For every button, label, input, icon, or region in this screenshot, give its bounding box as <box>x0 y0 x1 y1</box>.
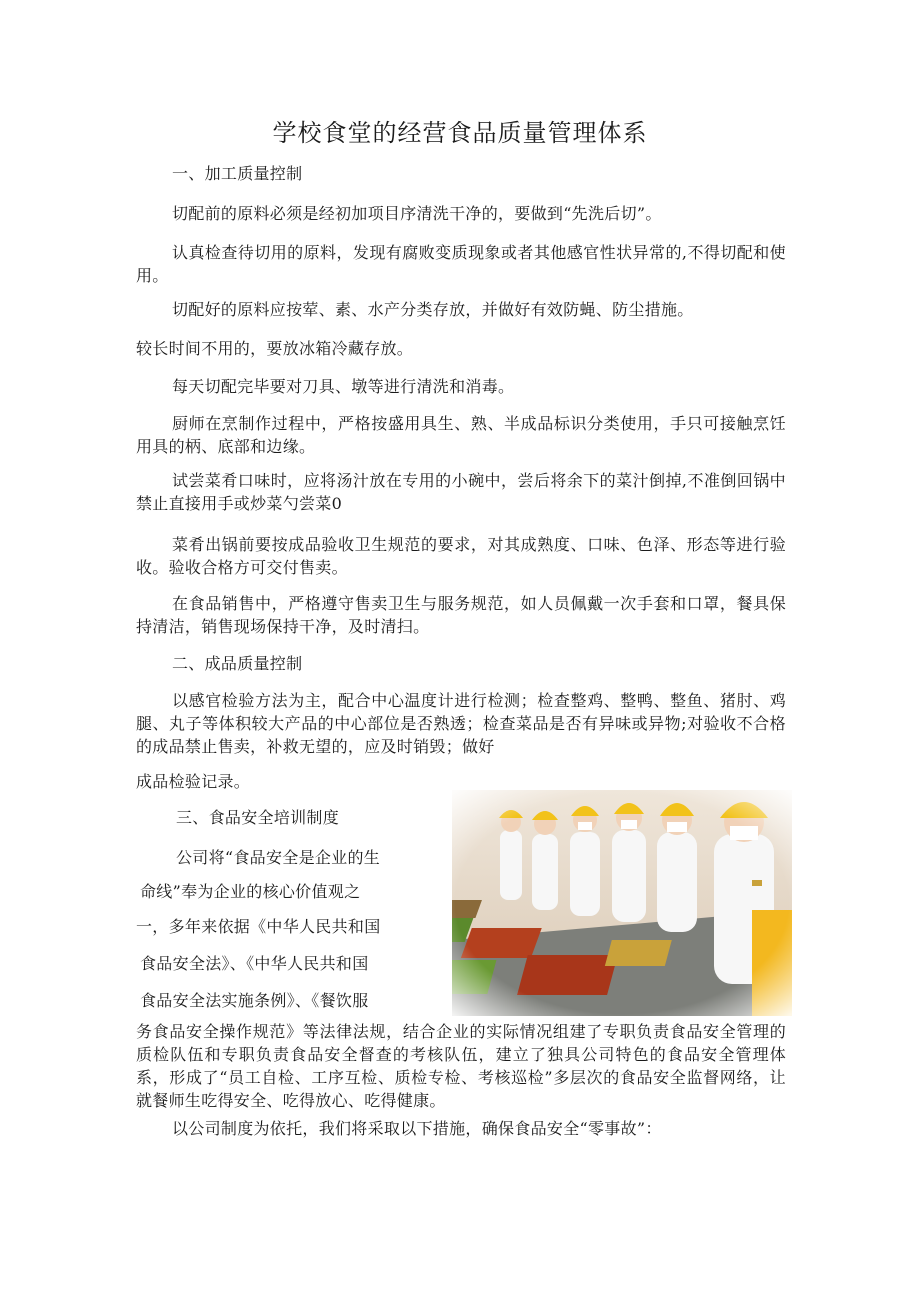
paragraph: 在食品销售中，严格遵守售卖卫生与服务规范，如人员佩戴一次手套和口罩，餐具保持清洁，销售现场保持干净，及时清扫。 <box>136 594 786 636</box>
paragraph: 认真检查待切用的原料，发现有腐败变质现象或者其他感官性状异常的,不得切配和使用。 <box>136 243 786 285</box>
photo-vignette <box>452 790 792 1016</box>
paragraph: 以感官检验方法为主，配合中心温度计进行检测；检查整鸡、整鸭、整鱼、猪肘、鸡腿、丸子等体积较大产品的中心部位是否熟透；检查菜品是否有异味或异物;对验收不合格的成品禁止售卖，补救无望的，应及时销毁；做好 <box>136 691 786 756</box>
side-text-line: 食品安全法实施条例》、《餐饮服 <box>140 991 369 1010</box>
paragraph: 以公司制度为依托，我们将采取以下措施，确保食品安全“零事故”： <box>172 1119 662 1138</box>
section-heading-training: 三、食品安全培训制度 <box>176 808 340 827</box>
side-text-line: 公司将“食品安全是企业的生 <box>176 848 381 867</box>
document-title: 学校食堂的经营食品质量管理体系 <box>272 119 648 147</box>
paragraph: 成品检验记录。 <box>136 772 251 791</box>
section-heading-finished-product: 二、成品质量控制 <box>172 654 303 673</box>
side-text-line: 一，多年来依据《中华人民共和国 <box>136 917 381 936</box>
paragraph: 务食品安全操作规范》等法律法规，结合企业的实际情况组建了专职负责食品安全管理的质检队伍和专职负责食品安全督查的考核队伍，建立了独具公司特色的食品安全管理体系，形成了“员工自检、工序互检、质检专检、考核巡检”多层次的食品安全监督网络，让就餐师生吃得安全、吃得放心、吃得健康。 <box>136 1022 786 1110</box>
side-text-line: 命线”奉为企业的核心价值观之 <box>140 882 361 901</box>
canteen-staff-photo <box>452 790 792 1016</box>
paragraph: 切配好的原料应按荤、素、水产分类存放，并做好有效防蝇、防尘措施。 <box>172 300 694 319</box>
paragraph: 试尝菜肴口味时，应将汤汁放在专用的小碗中，尝后将余下的菜汁倒掉,不准倒回锅中禁止直接用手或炒菜勺尝菜0 <box>136 471 786 513</box>
paragraph: 菜肴出锅前要按成品验收卫生规范的要求，对其成熟度、口味、色泽、形态等进行验收。验收合格方可交付售卖。 <box>136 535 786 577</box>
paragraph: 较长时间不用的，要放冰箱冷藏存放。 <box>136 339 414 358</box>
paragraph: 厨师在烹制作过程中，严格按盛用具生、熟、半成品标识分类使用，手只可接触烹饪用具的柄、底部和边缘。 <box>136 414 786 456</box>
paragraph: 切配前的原料必须是经初加项目序清洗干净的，要做到“先洗后切”。 <box>172 204 662 223</box>
section-heading-processing: 一、加工质量控制 <box>172 164 303 183</box>
paragraph: 每天切配完毕要对刀具、墩等进行清洗和消毒。 <box>172 377 515 396</box>
side-text-line: 食品安全法》、《中华人民共和国 <box>140 954 369 973</box>
